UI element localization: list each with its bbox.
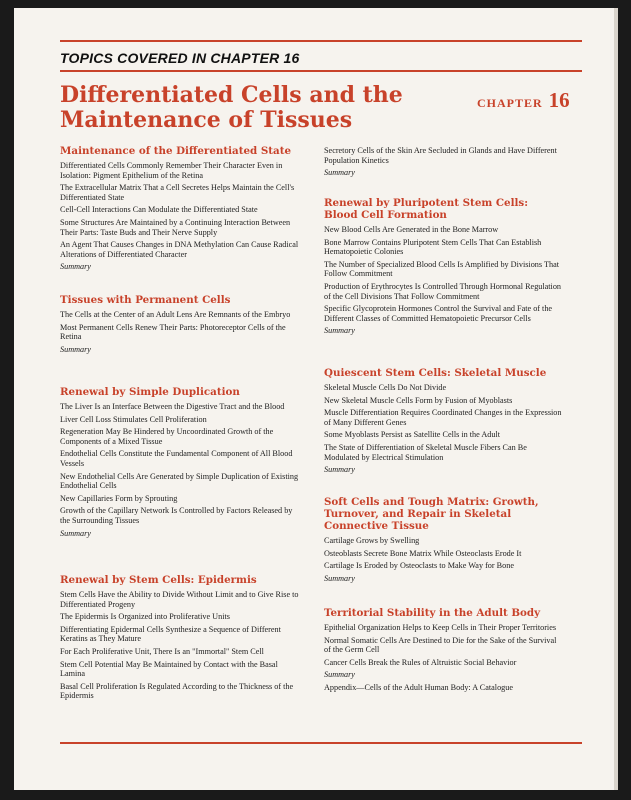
section-maintenance xyxy=(60,145,300,275)
topic-item: Osteoblasts Secrete Bone Matrix While Osteoclasts Erode It xyxy=(324,548,522,558)
topic-item: Cartilage Grows by Swelling xyxy=(324,536,420,545)
section-heading: Maintenance of the Differentiated State xyxy=(60,145,291,157)
section-connective-tissue xyxy=(324,496,564,586)
section-heading: Quiescent Stem Cells: Skeletal Muscle xyxy=(324,367,547,379)
top-rule xyxy=(60,40,582,42)
section-heading: Renewal by Simple Duplication xyxy=(60,386,240,398)
summary-label: Summary xyxy=(60,528,91,538)
topic-item: New Blood Cells Are Generated in the Bone Marrow xyxy=(324,225,499,234)
topic-item: Cell-Cell Interactions Can Modulate the Differentiated State xyxy=(60,205,258,215)
summary-label: Summary xyxy=(324,573,355,583)
topic-item: Most Permanent Cells Renew Their Parts: Photoreceptor Cells of the Retina xyxy=(60,322,286,342)
topic-item: Some Myoblasts Persist as Satellite Cells in the Adult xyxy=(324,430,501,440)
section-heading: Soft Cells and Tough Matrix: Growth, Turnover, and Repair in Skeletal Connective Tissue xyxy=(324,496,539,532)
title-line-2: Maintenance of Tissues xyxy=(60,107,353,133)
topic-item: Skeletal Muscle Cells Do Not Divide xyxy=(324,383,447,392)
topic-item: Stem Cell Potential May Be Maintained by Contact with the Basal Lamina xyxy=(60,659,278,679)
topic-item: The State of Differentiation of Skeletal Muscle Fibers Can Be Modulated by Electrical Stimulation xyxy=(324,442,527,462)
appendix-item: Appendix—Cells of the Adult Human Body: A Catalogue xyxy=(324,682,513,692)
summary-label: Summary xyxy=(60,262,91,272)
summary-label: Summary xyxy=(324,326,355,336)
topics-heading: TOPICS COVERED IN CHAPTER 16 xyxy=(60,50,300,66)
section-heading: Renewal by Pluripotent Stem Cells: Blood Cell Formation xyxy=(324,197,529,221)
summary-label: Summary xyxy=(324,465,355,475)
topic-item: Cancer Cells Break the Rules of Altruistic Social Behavior xyxy=(324,657,517,667)
topic-item: New Endothelial Cells Are Generated by Simple Duplication of Existing Endothelial Cells xyxy=(60,471,299,491)
bottom-rule xyxy=(60,742,582,744)
topic-item: An Agent That Causes Changes in DNA Methylation Can Cause Radical Alterations of Differentiated Character xyxy=(60,240,299,259)
topic-item: The Epidermis Is Organized into Proliferative Units xyxy=(60,612,230,622)
summary-label: Summary xyxy=(324,168,355,178)
summary-label: Summary xyxy=(324,670,355,680)
topic-item: New Capillaries Form by Sprouting xyxy=(60,493,178,503)
topic-item: Normal Somatic Cells Are Destined to Die for the Sake of the Survival of the Germ Cell xyxy=(324,635,557,655)
topic-item: Basal Cell Proliferation Is Regulated According to the Thickness of the Epidermis xyxy=(60,681,294,701)
topic-item: The Cells at the Center of an Adult Lens Are Remnants of the Embryo xyxy=(60,310,291,319)
chapter-label: CHAPTER xyxy=(477,96,543,110)
topic-item: Growth of the Capillary Network Is Controlled by Factors Released by the Surrounding Tissues xyxy=(60,506,293,525)
topic-item: The Liver Is an Interface Between the Digestive Tract and the Blood xyxy=(60,402,285,411)
page xyxy=(14,8,614,790)
topic-item: Endothelial Cells Constitute the Fundamental Component of All Blood Vessels xyxy=(60,449,293,468)
topic-item: New Skeletal Muscle Cells Form by Fusion of Myoblasts xyxy=(324,395,513,405)
topic-item: Epithelial Organization Helps to Keep Cells in Their Proper Territories xyxy=(324,623,557,632)
topic-item: Some Structures Are Maintained by a Continuing Interaction Between Their Parts: Taste Buds and Their Nerve Supply xyxy=(60,217,291,237)
section-blood-cell-formation xyxy=(324,197,564,339)
topic-item: The Extracellular Matrix That a Cell Secretes Helps Maintain the Cell's Differentiated State xyxy=(60,183,295,202)
summary-label: Summary xyxy=(60,344,91,354)
section-territorial-stability xyxy=(324,607,564,696)
title-line-1: Differentiated Cells and the xyxy=(60,82,403,108)
topic-item: Liver Cell Loss Stimulates Cell Proliferation xyxy=(60,414,207,424)
section-skin-continued xyxy=(324,146,564,181)
topic-item: The Number of Specialized Blood Cells Is Amplified by Divisions That Follow Commitment xyxy=(324,259,559,279)
chapter-badge xyxy=(477,88,570,113)
topics-rule xyxy=(60,70,582,72)
topic-item: Production of Erythrocytes Is Controlled Through Hormonal Regulation of the Cell Divisions That Follow Commitment xyxy=(324,281,562,301)
section-epidermis xyxy=(60,574,300,704)
section-skeletal-muscle xyxy=(324,367,564,478)
topic-item: For Each Proliferative Unit, There Is an "Immortal" Stem Cell xyxy=(60,646,264,656)
section-heading: Tissues with Permanent Cells xyxy=(60,294,231,306)
section-permanent-cells xyxy=(60,294,300,357)
topic-item: Specific Glycoprotein Hormones Control the Survival and Fate of the Different Classes of Committed Hematopoietic Precursor Cells xyxy=(324,304,553,323)
section-heading: Renewal by Stem Cells: Epidermis xyxy=(60,574,257,586)
section-heading: Territorial Stability in the Adult Body xyxy=(324,607,541,619)
topic-item: Stem Cells Have the Ability to Divide Without Limit and to Give Rise to Differentiated Progeny xyxy=(60,590,299,609)
topic-item: Cartilage Is Eroded by Osteoclasts to Make Way for Bone xyxy=(324,561,514,571)
section-simple-duplication xyxy=(60,386,300,541)
topic-item: Secretory Cells of the Skin Are Secluded in Glands and Have Different Population Kinetics xyxy=(324,146,557,165)
topic-item: Muscle Differentiation Requires Coordinated Changes in the Expression of Many Different Genes xyxy=(324,408,562,427)
chapter-number: 16 xyxy=(548,88,570,112)
chapter-title xyxy=(60,83,420,133)
topic-item: Regeneration May Be Hindered by Uncoordinated Growth of the Components of a Mixed Tissue xyxy=(60,427,274,446)
topic-item: Differentiating Epidermal Cells Synthesize a Sequence of Different Keratins as They Mature xyxy=(60,624,281,644)
topic-item: Bone Marrow Contains Pluripotent Stem Cells That Can Establish Hematopoietic Colonies xyxy=(324,237,542,257)
topic-item: Differentiated Cells Commonly Remember Their Character Even in Isolation: Pigment Epithelium of the Retina xyxy=(60,161,283,180)
